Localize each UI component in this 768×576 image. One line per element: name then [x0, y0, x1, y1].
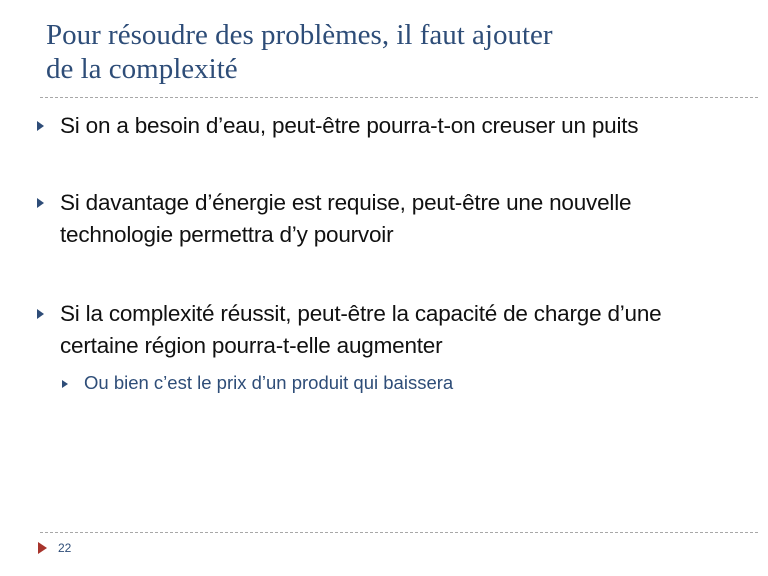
- title-line: Pour résoudre des problèmes, il faut ajouter: [46, 19, 553, 51]
- bullet-text-line: Si on a besoin d’eau, peut-être pourra-t-on creuser un puits: [60, 113, 639, 138]
- footer-triangle-icon: [38, 542, 47, 554]
- page-number: 22: [58, 541, 72, 555]
- bullet-text-line: Si davantage d’énergie est requise, peut-être une nouvelle: [60, 190, 632, 215]
- bullet-triangle-icon: [37, 198, 44, 208]
- sub-bullet-item: Ou bien c’est le prix d’un produit qui baissera: [84, 372, 454, 393]
- bullet-text-line: technologie permettra d’y pourvoir: [60, 222, 394, 247]
- slide-title: [46, 18, 746, 86]
- title-line: de la complexité: [46, 53, 238, 85]
- bullet-item: [60, 187, 750, 251]
- bullet-triangle-icon: [37, 309, 44, 319]
- title-divider: [40, 97, 758, 98]
- bullet-text-line: Si la complexité réussit, peut-être la capacité de charge d’une: [60, 301, 662, 326]
- bullet-item: [60, 298, 750, 362]
- bullet-triangle-icon: [37, 121, 44, 131]
- bullet-item: [60, 110, 750, 142]
- sub-bullet-triangle-icon: [62, 380, 68, 388]
- bullet-text-line: certaine région pourra-t-elle augmenter: [60, 333, 443, 358]
- footer-divider: [40, 532, 758, 533]
